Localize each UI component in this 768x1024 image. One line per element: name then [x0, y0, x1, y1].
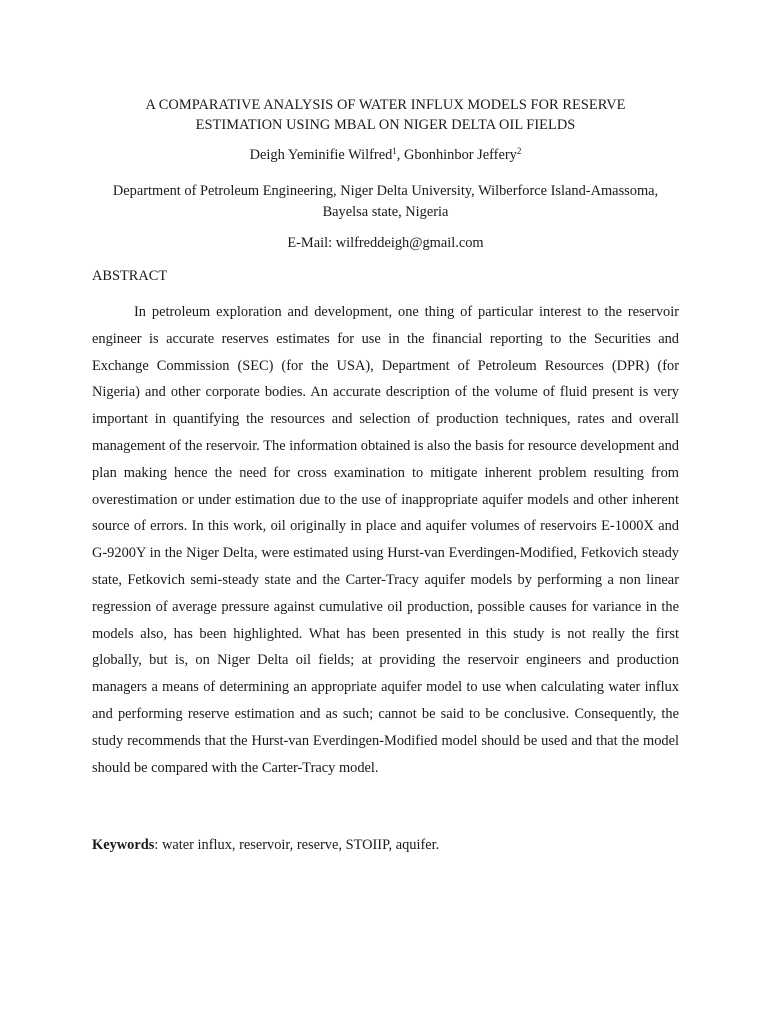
abstract-heading: ABSTRACT: [92, 268, 168, 284]
author-1-affiliation-marker: 1: [392, 146, 397, 156]
affiliation: [92, 181, 679, 223]
author-1-name: Deigh Yeminifie Wilfred: [249, 147, 393, 163]
paper-title-line-1: A COMPARATIVE ANALYSIS OF WATER INFLUX MODELS FOR RESERVE: [145, 97, 626, 113]
author-2-affiliation-marker: 2: [516, 146, 522, 156]
keywords-label: Keywords: [92, 837, 155, 853]
keywords-text: : water influx, reservoir, reserve, STOIIP, aquifer.: [154, 837, 440, 853]
paper-title-line-2: ESTIMATION USING MBAL ON NIGER DELTA OIL FIELDS: [195, 117, 576, 133]
affiliation-line-1: Department of Petroleum Engineering, Niger Delta University, Wilberforce Island-Amassoma,: [112, 183, 659, 199]
author-separator: ,: [396, 147, 404, 163]
author-2-name: Gbonhinbor Jeffery: [404, 147, 517, 163]
keywords: [92, 836, 679, 854]
author-list: [92, 146, 679, 164]
paper-title: [92, 95, 679, 135]
abstract-body: In petroleum exploration and development, one thing of particular interest to the reservoir engineer is accurate reserves estimates for use in the financial reporting to the Securities and Exchange Commission (SEC) (for the USA), Department of Petroleum Resources (DPR) (for Nigeria) and other corporate bodies. An accurate description of the volume of fluid present is very important in quantifying the resources and selection of production techniques, rates and overall management of the reservoir. The information obtained is also the basis for resource development and plan making hence the need for cross examination to mitigate inherent problem resulting from overestimation or under estimation due to the use of inappropriate aquifer models and other inherent source of errors. In this work, oil originally in place and aquifer volumes of reservoirs E-1000X and G-9200Y in the Niger Delta, were estimated using Hurst-van Everdingen-Modified, Fetkovich steady state, Fetkovich semi-steady state and the Carter-Tracy aquifer models by performing a non linear regression of average pressure against cumulative oil production, possible causes for variance in the models also, has been highlighted. What has been presented in this study is not really the first globally, but is, on Niger Delta oil fields; at providing the reservoir engineers and production managers a means of determining an appropriate aquifer model to use when calculating water influx and performing reserve estimation and as such; cannot be said to be conclusive. Consequently, the study recommends that the Hurst-van Everdingen-Modified model should be used and that the model should be compared with the Carter-Tracy model.: [92, 304, 679, 776]
affiliation-line-2: Bayelsa state, Nigeria: [322, 204, 449, 220]
contact-email: E-Mail: wilfreddeigh@gmail.com: [287, 235, 484, 251]
